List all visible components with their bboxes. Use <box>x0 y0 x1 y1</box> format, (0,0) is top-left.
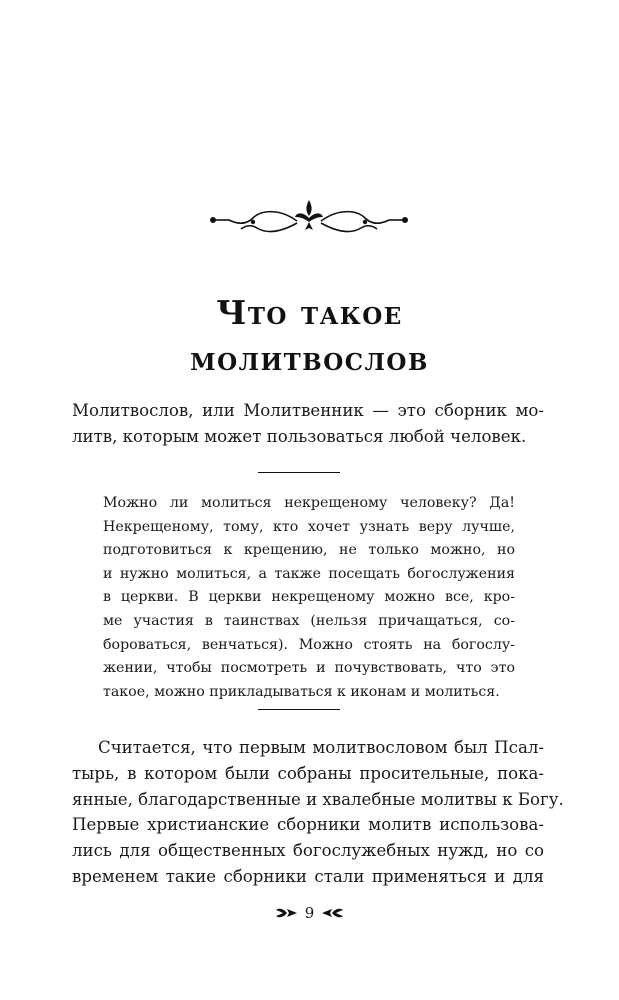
divider-rule <box>258 472 340 473</box>
lead-paragraph <box>72 398 544 450</box>
text-line: временем такие сборники стали применяться и для <box>72 866 544 886</box>
chapter-title-line: Что такое <box>216 293 403 332</box>
body-paragraph <box>72 735 564 890</box>
text-line: Можно ли молиться некрещеному человеку? Да! <box>103 495 515 511</box>
text-line: ме участия в таинствах (нельзя причащаться, со- <box>103 612 515 629</box>
text-line: в церкви. В церкви некрещеному можно все, кро- <box>103 589 515 606</box>
text-line: тырь, в котором были собраны просительные, пока- <box>72 763 544 783</box>
text-line: Некрещеному, тому, кто хочет узнать веру лучше, <box>103 518 515 535</box>
chapter-title <box>0 290 619 382</box>
right-folio-ornament-icon <box>322 907 344 919</box>
sidebar-note <box>103 492 515 704</box>
text-line: бороваться, венчаться). Можно стоять на богослу- <box>103 636 515 653</box>
text-line: такое, можно прикладываться к иконам и молиться. <box>103 683 500 700</box>
text-line: жении, чтобы посмотреть и почувствовать, что это <box>103 660 515 677</box>
text-line: Первые христианские сборники молитв использова- <box>72 815 544 835</box>
fleuron-ornament-icon <box>209 196 409 242</box>
divider-rule <box>258 709 340 710</box>
text-line: янные, благодарственные и хвалебные молитвы к Богу. <box>72 789 564 809</box>
left-folio-ornament-icon <box>275 907 297 919</box>
page-number: 9 <box>304 904 315 922</box>
text-line: литв, которым может пользоваться любой человек. <box>72 427 527 446</box>
page-footer <box>0 898 619 928</box>
text-line: и нужно молиться, а также посещать богослужения <box>103 565 515 582</box>
text-line: Молитвослов, или Молитвенник — это сборник мо- <box>72 401 544 420</box>
chapter-title-line: молитвослов <box>190 339 429 378</box>
text-line: лись для общественных богослужебных нужд, но со <box>72 841 544 861</box>
text-line: подготовиться к крещению, не только можно, но <box>103 542 515 559</box>
text-line: Считается, что первым молитвословом был Псал- <box>98 738 544 757</box>
